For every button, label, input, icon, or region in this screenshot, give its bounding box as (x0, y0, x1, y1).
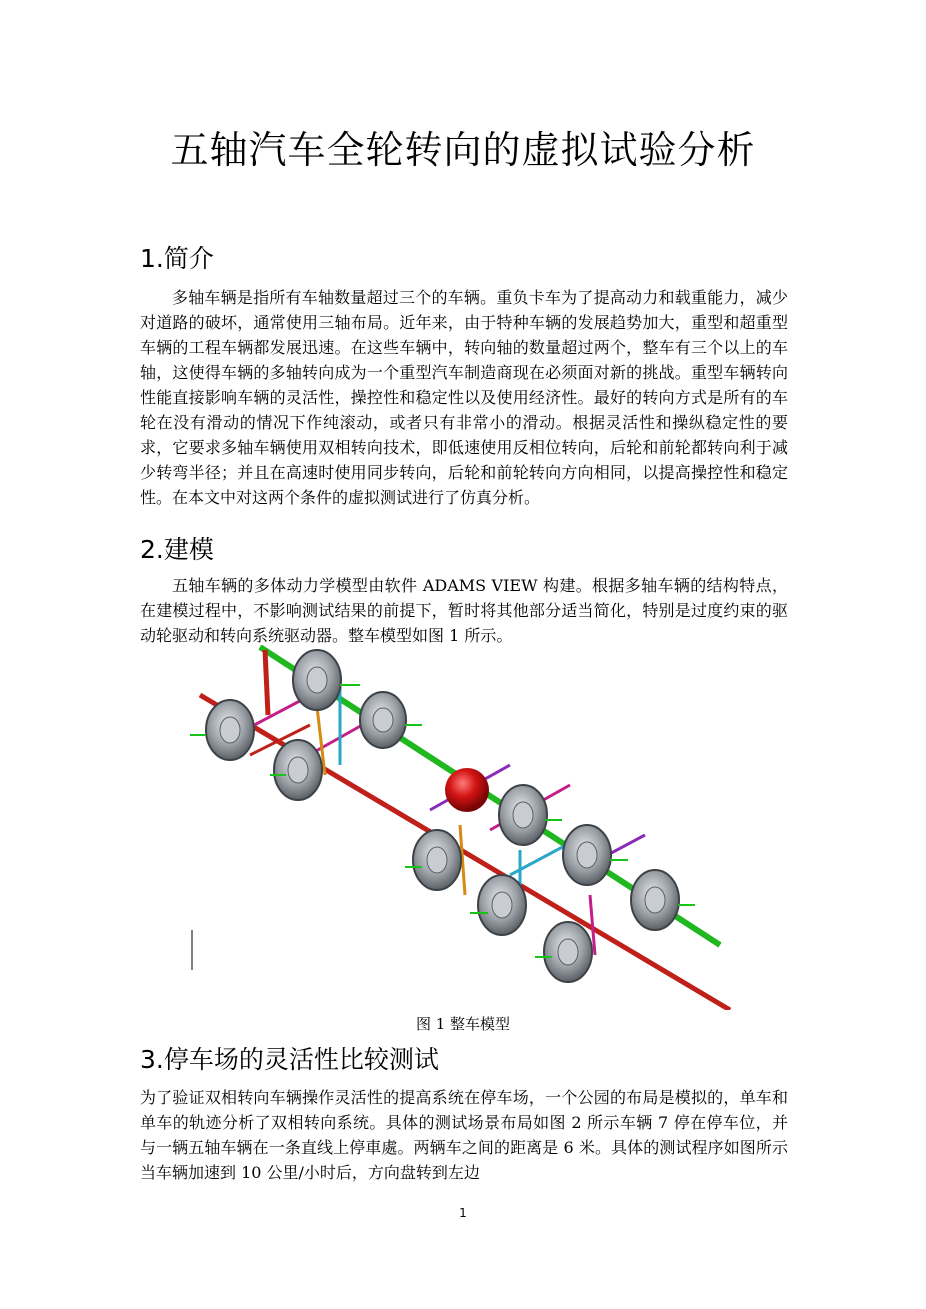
figure-vehicle-model (190, 645, 735, 1010)
center-of-mass-marker (445, 768, 489, 812)
section-paragraph-parking-test: 为了验证双相转向车辆操作灵活性的提高系统在停车场，一个公园的布局是模拟的，单车和单车的轨迹分析了双相转向系统。具体的测试场景布局如图 2 所示车辆 7 停在停车位，并与一辆五轴车辆在一条直线上停車處。两辆车之间的距离是 6 米。具体的测试程序如图所示当车辆加速到 10 公里/小时后，方向盘转到左边 (140, 1088, 788, 1182)
section-paragraph-modeling: 五轴车辆的多体动力学模型由软件 ADAMS VIEW 构建。根据多轴车辆的结构特点，在建模过程中，不影响测试结果的前提下，暂时将其他部分适当简化，特别是过度约束的驱动轮驱动和转向系统驱动器。整车模型如图 1 所示。 (140, 576, 788, 645)
section-paragraph-intro: 多轴车辆是指所有车轴数量超过三个的车辆。重负卡车为了提高动力和载重能力，减少对道路的破坏，通常使用三轴布局。近年来，由于特种车辆的发展趋势加大，重型和超重型车辆的工程车辆都发展迅速。在这些车辆中，转向轴的数量超过两个，整车有三个以上的车轴，这使得车辆的多轴转向成为一个重型汽车制造商现在必须面对新的挑战。重型车辆转向性能直接影响车辆的灵活性，操控性和稳定性以及使用经济性。最好的转向方式是所有的车轮在没有滑动的情况下作纯滚动，或者只有非常小的滑动。根据灵活性和操纵稳定性的要求，它要求多轴车辆使用双相转向技术，即低速使用反相位转向，后轮和前轮都转向利于减少转弯半径；并且在高速时使用同步转向，后轮和前轮转向方向相同，以提高操控性和稳定性。在本文中对这两个条件的虚拟测试进行了仿真分析。 (140, 288, 788, 507)
vehicle-model-illustration (190, 645, 735, 1010)
frame-rail-red (200, 695, 730, 1010)
section-heading-parking-test: 3.停车场的灵活性比较测试 (140, 1045, 439, 1074)
page-number: 1 (459, 1206, 467, 1220)
document-title: 五轴汽车全轮转向的虚拟试验分析 (170, 128, 756, 172)
section-heading-modeling: 2.建模 (140, 535, 214, 564)
figure-caption: 图 1 整车模型 (415, 1015, 511, 1033)
tire-group (206, 650, 679, 982)
section-heading-intro: 1.简介 (140, 244, 214, 273)
